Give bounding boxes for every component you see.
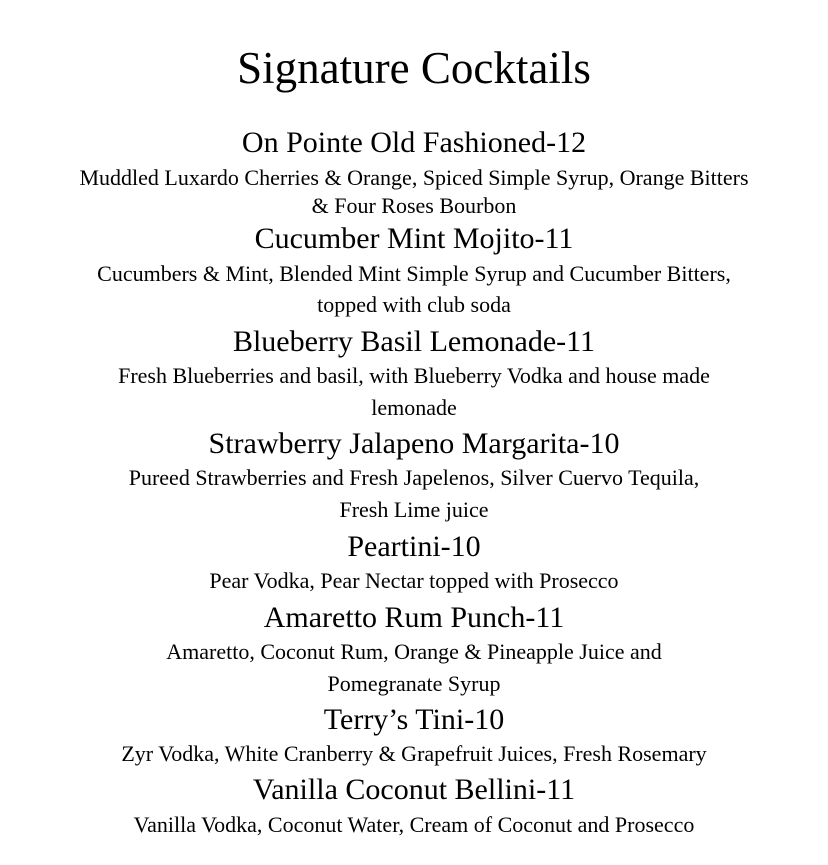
cocktail-description-line: Amaretto, Coconut Rum, Orange & Pineapple Juice and: [166, 639, 662, 664]
cocktail-name: On Pointe Old Fashioned-12: [241, 126, 587, 159]
cocktail-description-line: Zyr Vodka, White Cranberry & Grapefruit Juices, Fresh Rosemary: [121, 741, 707, 766]
cocktail-description-line: Pear Vodka, Pear Nectar topped with Prosecco: [209, 568, 619, 593]
cocktail-description-line: Fresh Blueberries and basil, with Blueberry Vodka and house made: [118, 363, 710, 388]
cocktail-description-line: Pomegranate Syrup: [327, 671, 501, 696]
cocktail-name: Amaretto Rum Punch-11: [263, 601, 565, 634]
cocktail-name: Vanilla Coconut Bellini-11: [252, 773, 576, 806]
cocktail-description-line: Muddled Luxardo Cherries & Orange, Spiced Simple Syrup, Orange Bitters: [79, 165, 749, 190]
cocktail-name: Cucumber Mint Mojito-11: [254, 222, 574, 255]
cocktail-description-line: Pureed Strawberries and Fresh Japelenos, Silver Cuervo Tequila,: [128, 465, 700, 490]
cocktail-description-line: Fresh Lime juice: [339, 497, 489, 522]
cocktail-description-line: Cucumbers & Mint, Blended Mint Simple Syrup and Cucumber Bitters,: [97, 261, 731, 286]
cocktail-name: Peartini-10: [347, 530, 481, 563]
cocktail-description-line: topped with club soda: [317, 292, 511, 317]
menu-title: Signature Cocktails: [237, 43, 591, 93]
cocktail-name: Terry’s Tini-10: [323, 703, 505, 736]
cocktail-name: Blueberry Basil Lemonade-11: [232, 325, 596, 358]
cocktail-description-line: Vanilla Vodka, Coconut Water, Cream of Coconut and Prosecco: [133, 812, 695, 837]
cocktail-description-line: & Four Roses Bourbon: [311, 193, 517, 218]
cocktail-name: Strawberry Jalapeno Margarita-10: [208, 427, 620, 460]
cocktail-description-line: lemonade: [371, 395, 457, 420]
